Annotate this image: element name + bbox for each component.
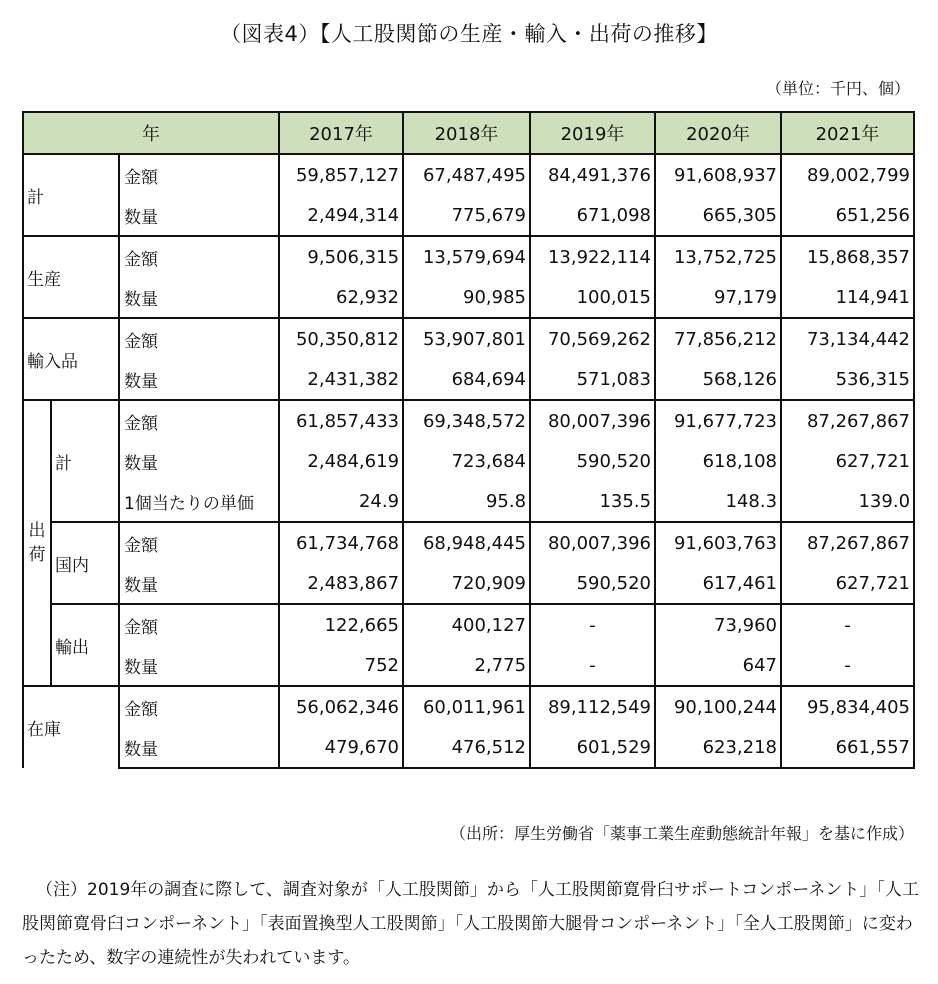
- value-cell: 97,179: [655, 277, 781, 318]
- value-cell: 9,506,315: [279, 236, 403, 277]
- value-cell: 647: [655, 645, 781, 686]
- table-row: [23, 563, 914, 604]
- value-cell: 2,775: [403, 645, 530, 686]
- value-cell: 627,721: [781, 563, 914, 604]
- value-cell: 62,932: [279, 277, 403, 318]
- value-cell: 69,348,572: [403, 400, 530, 441]
- source-note: （出所：厚生労働省「薬事工業生産動態統計年報」を基に作成）: [449, 824, 914, 843]
- row-label: 数量: [119, 727, 279, 768]
- table-row: [23, 359, 914, 400]
- shipments-label-top: 出: [28, 521, 46, 541]
- value-cell: 89,002,799: [781, 154, 914, 195]
- value-cell: -: [781, 645, 914, 686]
- value-cell: 15,868,357: [781, 236, 914, 277]
- section-label-shipments: [23, 400, 51, 686]
- value-cell: 13,752,725: [655, 236, 781, 277]
- value-cell: 53,907,801: [403, 318, 530, 359]
- value-cell: 87,267,867: [781, 522, 914, 563]
- row-label: 金額: [119, 686, 279, 727]
- value-cell: 95.8: [403, 481, 530, 522]
- subsection-label: 計: [51, 400, 119, 522]
- row-label: 金額: [119, 400, 279, 441]
- hip-joint-table: [22, 111, 915, 769]
- row-label: 金額: [119, 154, 279, 195]
- value-cell: 2,484,619: [279, 441, 403, 481]
- value-cell: 2,483,867: [279, 563, 403, 604]
- row-label: 金額: [119, 522, 279, 563]
- value-cell: 568,126: [655, 359, 781, 400]
- value-cell: 13,922,114: [530, 236, 655, 277]
- value-cell: 61,857,433: [279, 400, 403, 441]
- row-label: 1個当たりの単価: [119, 481, 279, 522]
- row-label: 数量: [119, 645, 279, 686]
- value-cell: 122,665: [279, 604, 403, 645]
- value-cell: 100,015: [530, 277, 655, 318]
- value-cell: 571,083: [530, 359, 655, 400]
- row-label: 数量: [119, 277, 279, 318]
- value-cell: 661,557: [781, 727, 914, 768]
- row-label: 金額: [119, 318, 279, 359]
- table-row: [23, 400, 914, 441]
- table-row: [23, 277, 914, 318]
- table-row: [23, 318, 914, 359]
- unit-label: （単位：千円、個）: [765, 79, 910, 98]
- value-cell: 114,941: [781, 277, 914, 318]
- value-cell: 476,512: [403, 727, 530, 768]
- value-cell: 590,520: [530, 441, 655, 481]
- table-row: [23, 195, 914, 236]
- table-row: [23, 727, 914, 768]
- row-label: 金額: [119, 604, 279, 645]
- value-cell: 84,491,376: [530, 154, 655, 195]
- value-cell: 684,694: [403, 359, 530, 400]
- value-cell: 671,098: [530, 195, 655, 236]
- value-cell: 80,007,396: [530, 522, 655, 563]
- value-cell: 135.5: [530, 481, 655, 522]
- value-cell: 775,679: [403, 195, 530, 236]
- value-cell: 90,985: [403, 277, 530, 318]
- value-cell: 59,857,127: [279, 154, 403, 195]
- row-label: 数量: [119, 563, 279, 604]
- value-cell: 73,960: [655, 604, 781, 645]
- value-cell: 60,011,961: [403, 686, 530, 727]
- value-cell: 2,494,314: [279, 195, 403, 236]
- value-cell: 723,684: [403, 441, 530, 481]
- footnote: （注）2019年の調査に際して、調査対象が「人工股関節」から「人工股関節寛骨臼サポートコンポーネント」「人工股関節寛骨臼コンポーネント」「表面置換型人工股関節」「人工股関節大腿骨コンポーネント」「全人工股関節」に変わったため、数字の連続性が失われています。: [22, 880, 919, 968]
- value-cell: -: [530, 645, 655, 686]
- value-cell: 720,909: [403, 563, 530, 604]
- value-cell: 651,256: [781, 195, 914, 236]
- value-cell: 68,948,445: [403, 522, 530, 563]
- value-cell: 70,569,262: [530, 318, 655, 359]
- value-cell: 89,112,549: [530, 686, 655, 727]
- table-row: [23, 645, 914, 686]
- value-cell: 61,734,768: [279, 522, 403, 563]
- value-cell: 536,315: [781, 359, 914, 400]
- value-cell: 400,127: [403, 604, 530, 645]
- table-row: [23, 441, 914, 481]
- value-cell: 91,603,763: [655, 522, 781, 563]
- value-cell: 77,856,212: [655, 318, 781, 359]
- table-row: [23, 481, 914, 522]
- value-cell: 91,608,937: [655, 154, 781, 195]
- value-cell: 67,487,495: [403, 154, 530, 195]
- value-cell: 90,100,244: [655, 686, 781, 727]
- value-cell: 87,267,867: [781, 400, 914, 441]
- subsection-label: 輸出: [51, 604, 119, 686]
- value-cell: -: [530, 604, 655, 645]
- header-year: 2020年: [655, 112, 781, 154]
- value-cell: 73,134,442: [781, 318, 914, 359]
- header-corner: 年: [23, 112, 279, 154]
- section-label: 計: [23, 154, 119, 236]
- value-cell: 95,834,405: [781, 686, 914, 727]
- header-year: 2018年: [403, 112, 530, 154]
- row-label: 金額: [119, 236, 279, 277]
- value-cell: 80,007,396: [530, 400, 655, 441]
- value-cell: 617,461: [655, 563, 781, 604]
- value-cell: 148.3: [655, 481, 781, 522]
- value-cell: 13,579,694: [403, 236, 530, 277]
- value-cell: 601,529: [530, 727, 655, 768]
- table-row: [23, 686, 914, 727]
- value-cell: 665,305: [655, 195, 781, 236]
- value-cell: 2,431,382: [279, 359, 403, 400]
- value-cell: 590,520: [530, 563, 655, 604]
- section-label: 生産: [23, 236, 119, 318]
- value-cell: -: [781, 604, 914, 645]
- header-row: [23, 112, 914, 154]
- value-cell: 623,218: [655, 727, 781, 768]
- value-cell: 56,062,346: [279, 686, 403, 727]
- shipments-label-bottom: 荷: [28, 545, 46, 565]
- value-cell: 627,721: [781, 441, 914, 481]
- row-label: 数量: [119, 195, 279, 236]
- subsection-label: 国内: [51, 522, 119, 604]
- table-row: [23, 604, 914, 645]
- row-label: 数量: [119, 441, 279, 481]
- table-row: [23, 154, 914, 195]
- value-cell: 50,350,812: [279, 318, 403, 359]
- table-row: [23, 522, 914, 563]
- row-label: 数量: [119, 359, 279, 400]
- value-cell: 752: [279, 645, 403, 686]
- value-cell: 479,670: [279, 727, 403, 768]
- header-year: 2017年: [279, 112, 403, 154]
- value-cell: 91,677,723: [655, 400, 781, 441]
- section-label: 輸入品: [23, 318, 119, 400]
- value-cell: 24.9: [279, 481, 403, 522]
- header-year: 2021年: [781, 112, 914, 154]
- header-year: 2019年: [530, 112, 655, 154]
- table-row: [23, 236, 914, 277]
- value-cell: 618,108: [655, 441, 781, 481]
- figure-title: （図表4）【人工股関節の生産・輸入・出荷の推移】: [220, 22, 718, 46]
- value-cell: 139.0: [781, 481, 914, 522]
- section-label: 在庫: [23, 686, 119, 768]
